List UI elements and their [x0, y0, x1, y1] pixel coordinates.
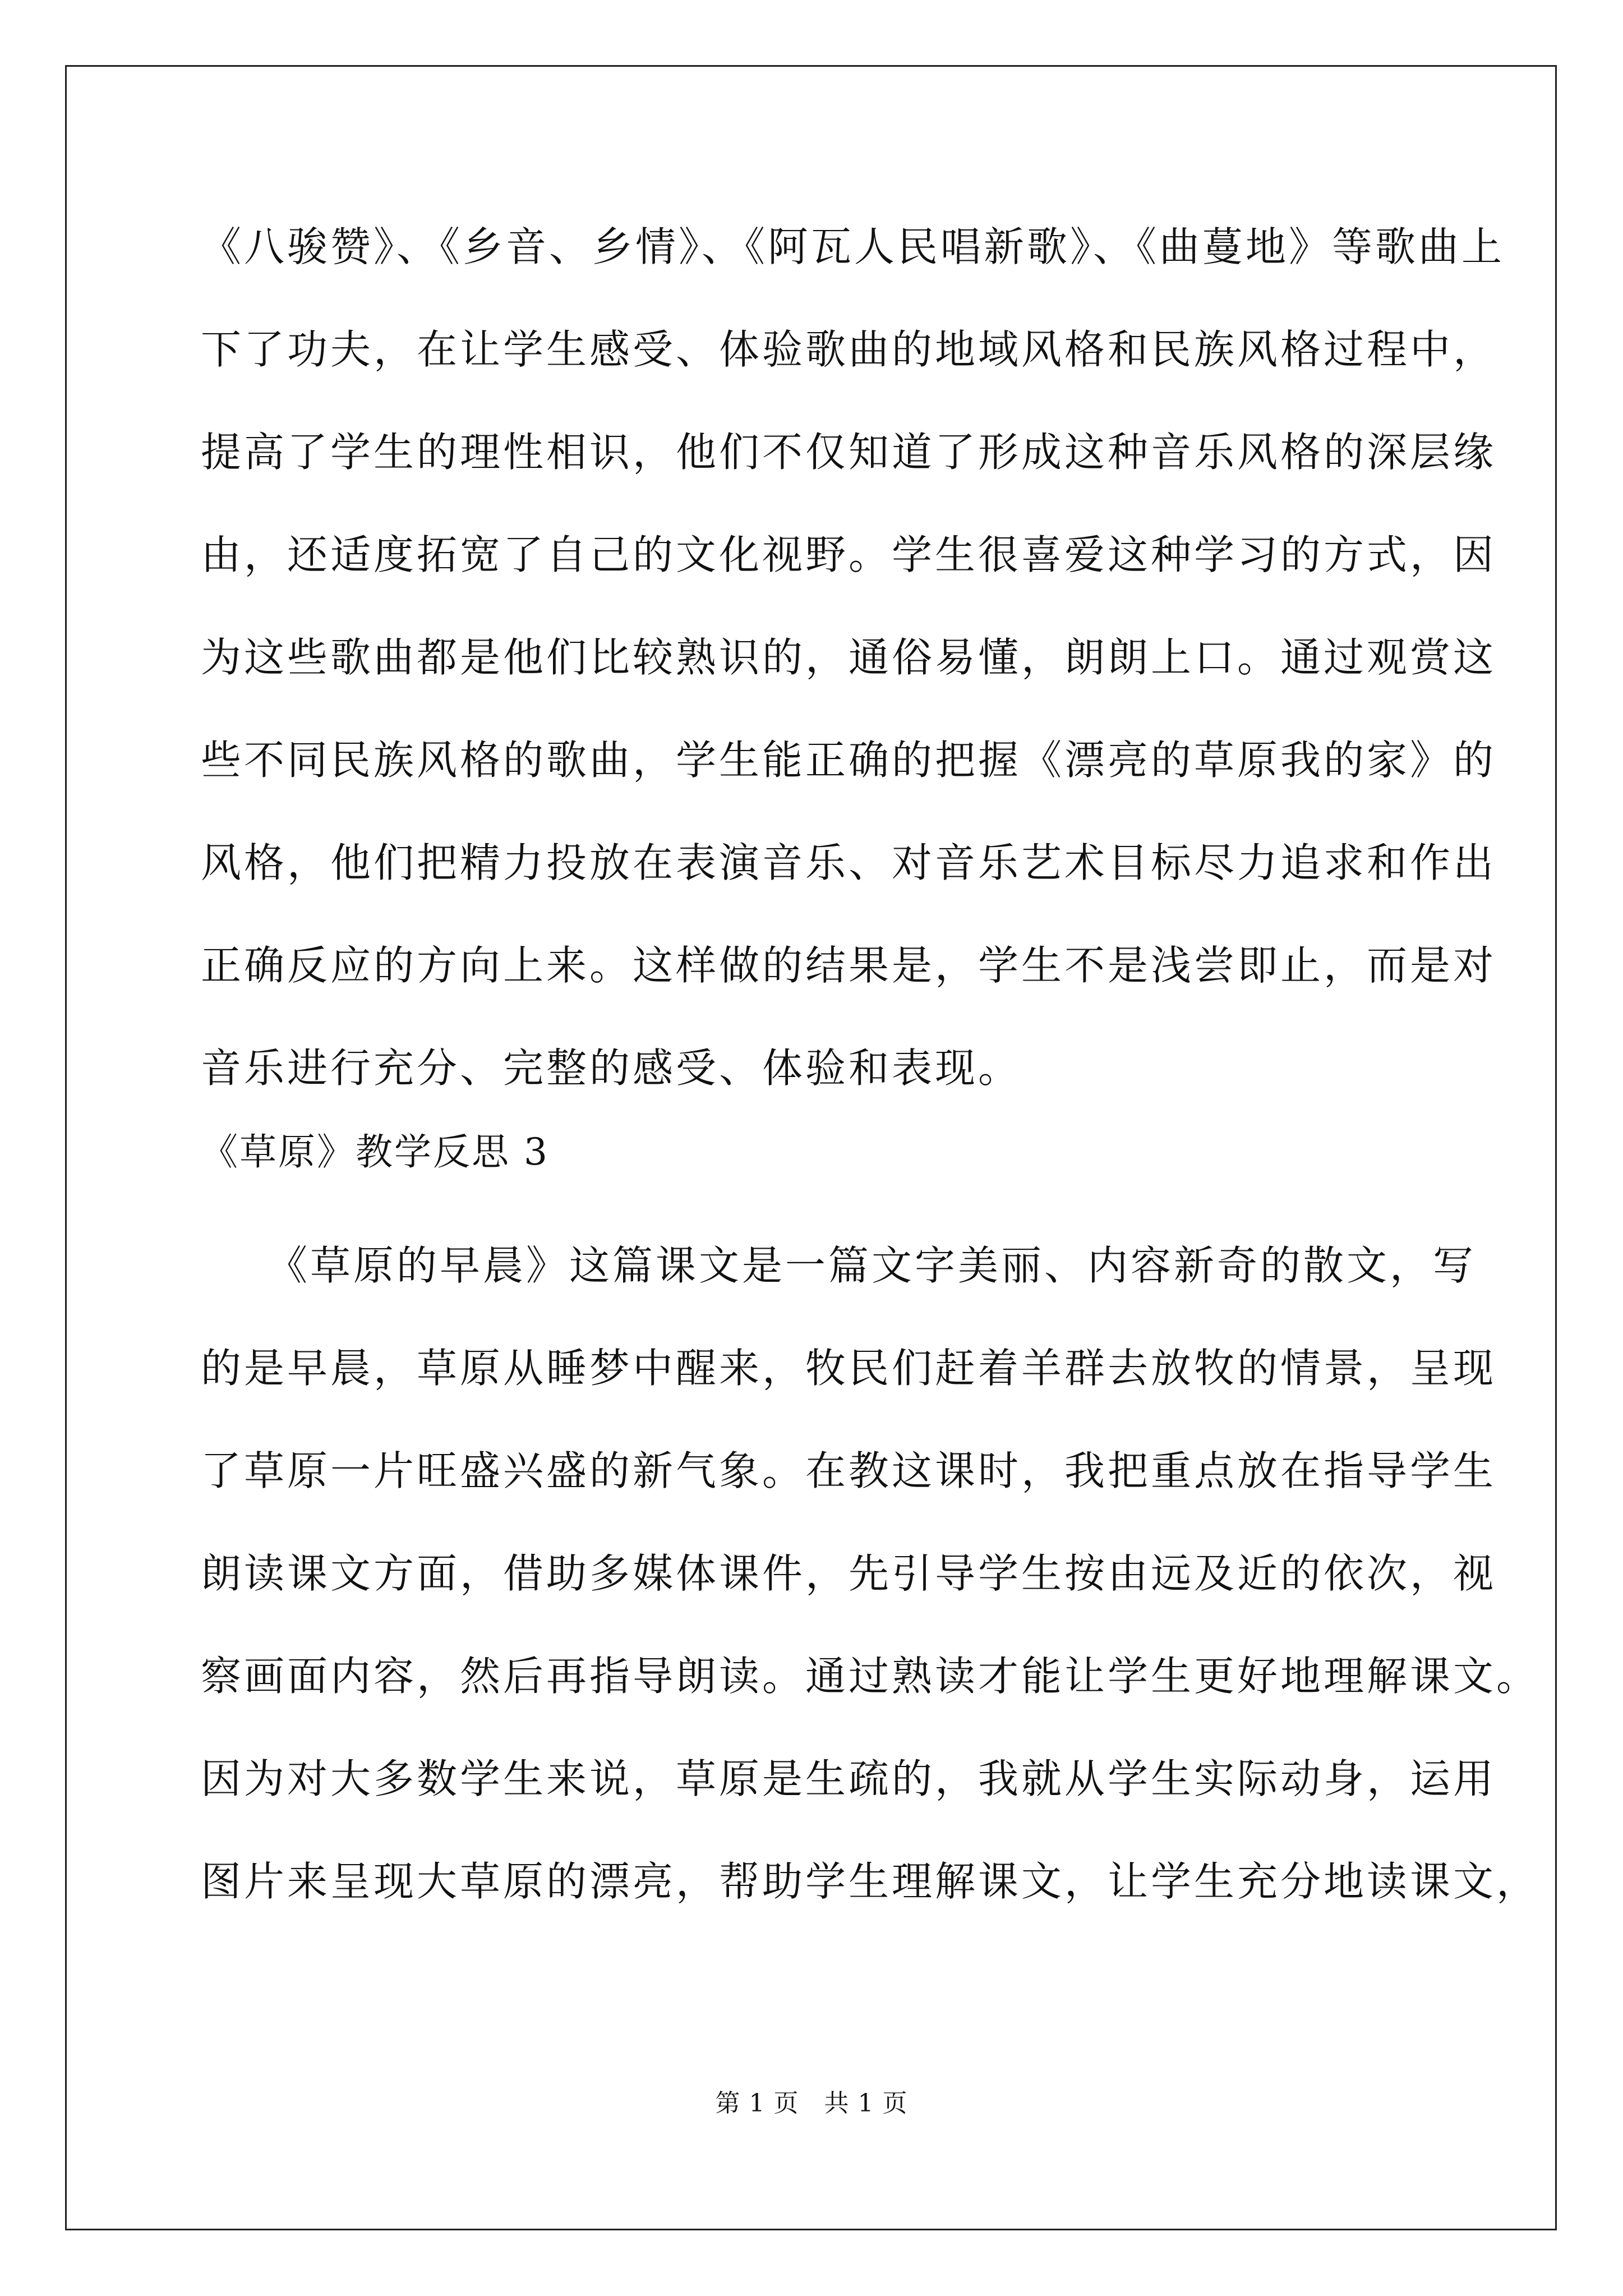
paragraph-line: 风格，他们把精力投放在表演音乐、对音乐艺术目标尽力追求和作出	[201, 839, 1497, 886]
paragraph-line: 了草原一片旺盛兴盛的新气象。在教这课时，我把重点放在指导学生	[201, 1447, 1497, 1494]
paragraph-line: 由，还适度拓宽了自己的文化视野。学生很喜爱这种学习的方式，因	[201, 531, 1497, 578]
paragraph-line: 《草原的早晨》这篇课文是一篇文字美丽、内容新奇的散文，写	[201, 1242, 1477, 1289]
paragraph-line: 察画面内容，然后再指导朗读。通过熟读才能让学生更好地理解课文。	[201, 1653, 1540, 1700]
paragraph-line: 音乐进行充分、完整的感受、体验和表现。	[201, 1045, 1022, 1092]
page-footer: 第 1 页 共 1 页	[715, 2089, 908, 2118]
paragraph-line: 《八骏赞》、《乡音、乡情》、《阿瓦人民唱新歌》、《曲蔓地》等歌曲上	[201, 223, 1505, 270]
paragraph-line: 正确反应的方向上来。这样做的结果是，学生不是浅尝即止，而是对	[201, 942, 1497, 989]
paragraph-line: 因为对大多数学生来说，草原是生疏的，我就从学生实际动身，运用	[201, 1755, 1497, 1802]
paragraph-line: 下了功夫，在让学生感受、体验歌曲的地域风格和民族风格过程中，	[201, 326, 1497, 373]
paragraph-line: 朗读课文方面，借助多媒体课件，先引导学生按由远及近的依次，视	[201, 1550, 1497, 1597]
paragraph-line: 些不同民族风格的歌曲，学生能正确的把握《漂亮的草原我的家》的	[201, 737, 1497, 784]
section-heading: 《草原》教学反思 3	[201, 1130, 549, 1174]
paragraph-line: 为这些歌曲都是他们比较熟识的，通俗易懂，朗朗上口。通过观赏这	[201, 634, 1497, 681]
paragraph-line: 的是早晨，草原从睡梦中醒来，牧民们赶着羊群去放牧的情景，呈现	[201, 1345, 1497, 1392]
paragraph-line: 图片来呈现大草原的漂亮，帮助学生理解课文，让学生充分地读课文，	[201, 1858, 1540, 1905]
paragraph-line: 提高了学生的理性相识，他们不仅知道了形成这种音乐风格的深层缘	[201, 429, 1497, 476]
